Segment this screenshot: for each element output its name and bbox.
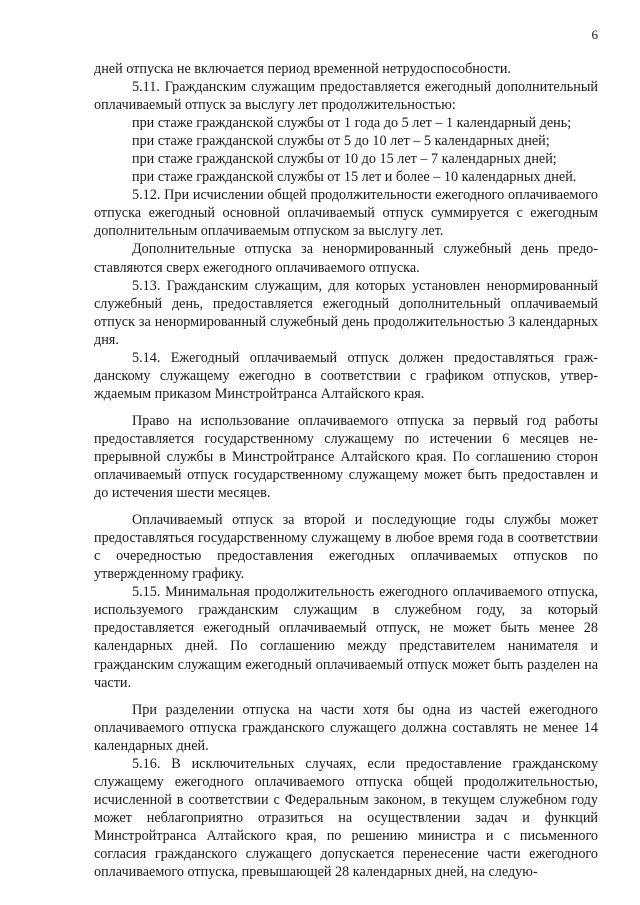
list-item: при стаже гражданской службы от 1 года до 5 лет – 1 календарный день; [132, 115, 572, 132]
page-number: 6 [591, 27, 598, 42]
paragraph: 5.14. Ежегодный оплачиваемый отпуск должен предоставляться гражданскому служащему ежегодно в соответствии с графиком отпусков, утверждаемым приказом Минстройтранса Алтайского края. [94, 349, 598, 402]
paragraph: дней отпуска не включается период временной нетрудоспособности. [94, 61, 511, 77]
paragraph: 5.15. Минимальная продолжительность ежегодного оплачиваемого отпуска, используемого гражданским служащим в служебном году, за который предоставляется ежегодный оплачиваемый отпуск, не может быть менее 28 календарных дней. По соглашению между представителем нанимателя и гражданским служащим ежегодный оплачиваемый отпуск может быть разделен на части. [94, 584, 598, 691]
document-body [94, 60, 598, 881]
list-item: при стаже гражданской службы от 15 лет и более – 10 календарных дней. [132, 169, 577, 186]
paragraph: Оплачиваемый отпуск за второй и последующие годы службы может предоставляться государственному служащему в любое время года в соответствии с очередностью предоставления ежегодных оплачиваемых отпусков по утвержденному графику. [94, 512, 598, 583]
paragraph: При разделении отпуска на части хотя бы одна из частей ежегодного оплачиваемого отпуска гражданского служащего должна составлять не менее 14 календарных дней. [94, 701, 598, 754]
list-item: при стаже гражданской службы от 10 до 15 лет – 7 календарных дней; [132, 151, 557, 168]
list-item: при стаже гражданской службы от 5 до 10 лет – 5 календарных дней; [132, 133, 550, 150]
paragraph: Дополнительные отпуска за ненормированный служебный день предоставляются сверх ежегодного оплачиваемого отпуска. [94, 241, 598, 276]
paragraph: 5.11. Гражданским служащим предоставляется ежегодный дополнительный оплачиваемый отпуск за выслугу лет продолжительностью: [94, 79, 598, 114]
paragraph: Право на использование оплачиваемого отпуска за первый год работы предоставляется государственному служащему по истечении 6 месяцев непрерывной службы в Минстройтрансе Алтайского края. По соглашению сторон оплачиваемый отпуск государственному служащему может быть предоставлен и до истечения шести месяцев. [94, 412, 598, 502]
paragraph: 5.13. Гражданским служащим, для которых установлен ненормированный служебный день, предоставляется ежегодный дополнительный оплачиваемый отпуск за ненормированный служебный день продолжительностью 3 календарных дня. [94, 277, 598, 348]
paragraph: 5.16. В исключительных случаях, если предоставление гражданскому служащему ежегодного оплачиваемого отпуска общей продолжительностью, исчисленной в соответствии с Федеральным законом, в текущем служебном году может неблагоприятно отразиться на осуществлении задач и функций Минстройтранса Алтайского края, по решению министра и с письменного согласия гражданского служащего допускается перенесение части ежегодного оплачиваемого отпуска, превышающей 28 календарных дней, на следую- [94, 755, 598, 881]
paragraph: 5.12. При исчислении общей продолжительности ежегодного оплачиваемого отпуска ежегодный основной оплачиваемый отпуск суммируется с ежегодным дополнительным оплачиваемым отпуском за выслугу лет. [94, 187, 598, 240]
